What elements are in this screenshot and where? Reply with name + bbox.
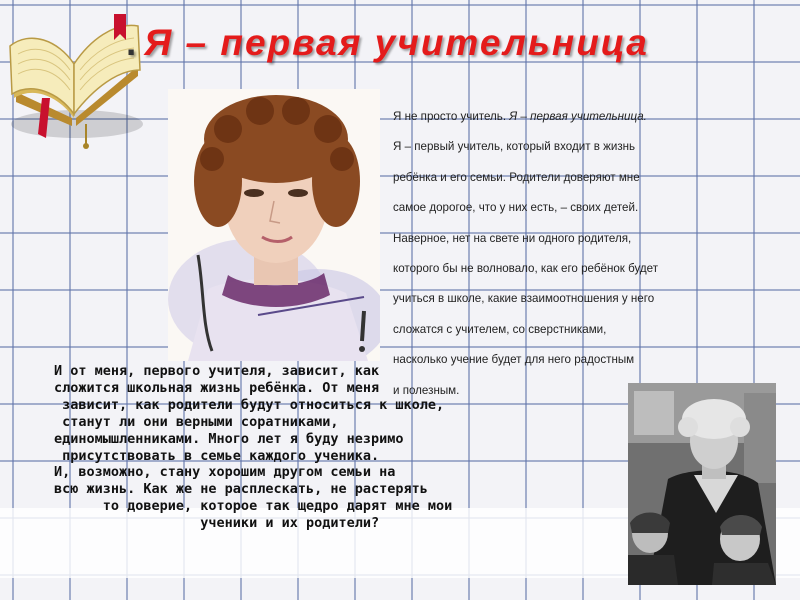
portrait-drawing: [168, 89, 380, 361]
title-bullet: .: [126, 22, 139, 63]
intro-line: и полезным.: [393, 383, 460, 397]
intro-line: учиться в школе, какие взаимоотношения у него: [393, 292, 655, 306]
responsibility-paragraph: И от меня, первого учителя, зависит, как сложится школьная жизнь ребёнка. От меня зависит, как родители будут относиться к школе, станут ли они верными соратниками, единомышленниками. Много лет я буду незримо присутствовать в семье каждого ученика. И, возможно, стану хорошим другом семьи на всю жизнь. Как же не расплескать, не растерять то доверие, которое так щедро дарят мне мои ученики и их родители?: [54, 363, 453, 532]
title-text: Я – первая учительница: [144, 22, 649, 63]
intro-line: самое дорогое, что у них есть, – своих детей.: [393, 201, 639, 215]
intro-line: ребёнка и его семьи. Родители доверяют мне: [393, 170, 640, 184]
intro-line-1: [393, 102, 723, 132]
intro-line-1-italic: Я – первая учительница.: [509, 110, 647, 123]
intro-line-1-plain: Я не просто учитель.: [393, 110, 510, 123]
intro-line: которого бы не волновало, как его ребёнок будет: [393, 262, 659, 276]
portrait-illustration: [168, 89, 380, 361]
intro-line: насколько учение будет для него радостным: [393, 353, 635, 367]
intro-text-block: [393, 102, 723, 406]
teacher-class-photo: [628, 383, 776, 585]
intro-line: сложатся с учителем, со сверстниками,: [393, 322, 607, 336]
class-photo-image: [628, 383, 776, 585]
page-title: [126, 22, 649, 64]
intro-line: Наверное, нет на свете ни одного родителя,: [393, 231, 632, 245]
intro-line: Я – первый учитель, который входит в жизнь: [393, 140, 636, 154]
